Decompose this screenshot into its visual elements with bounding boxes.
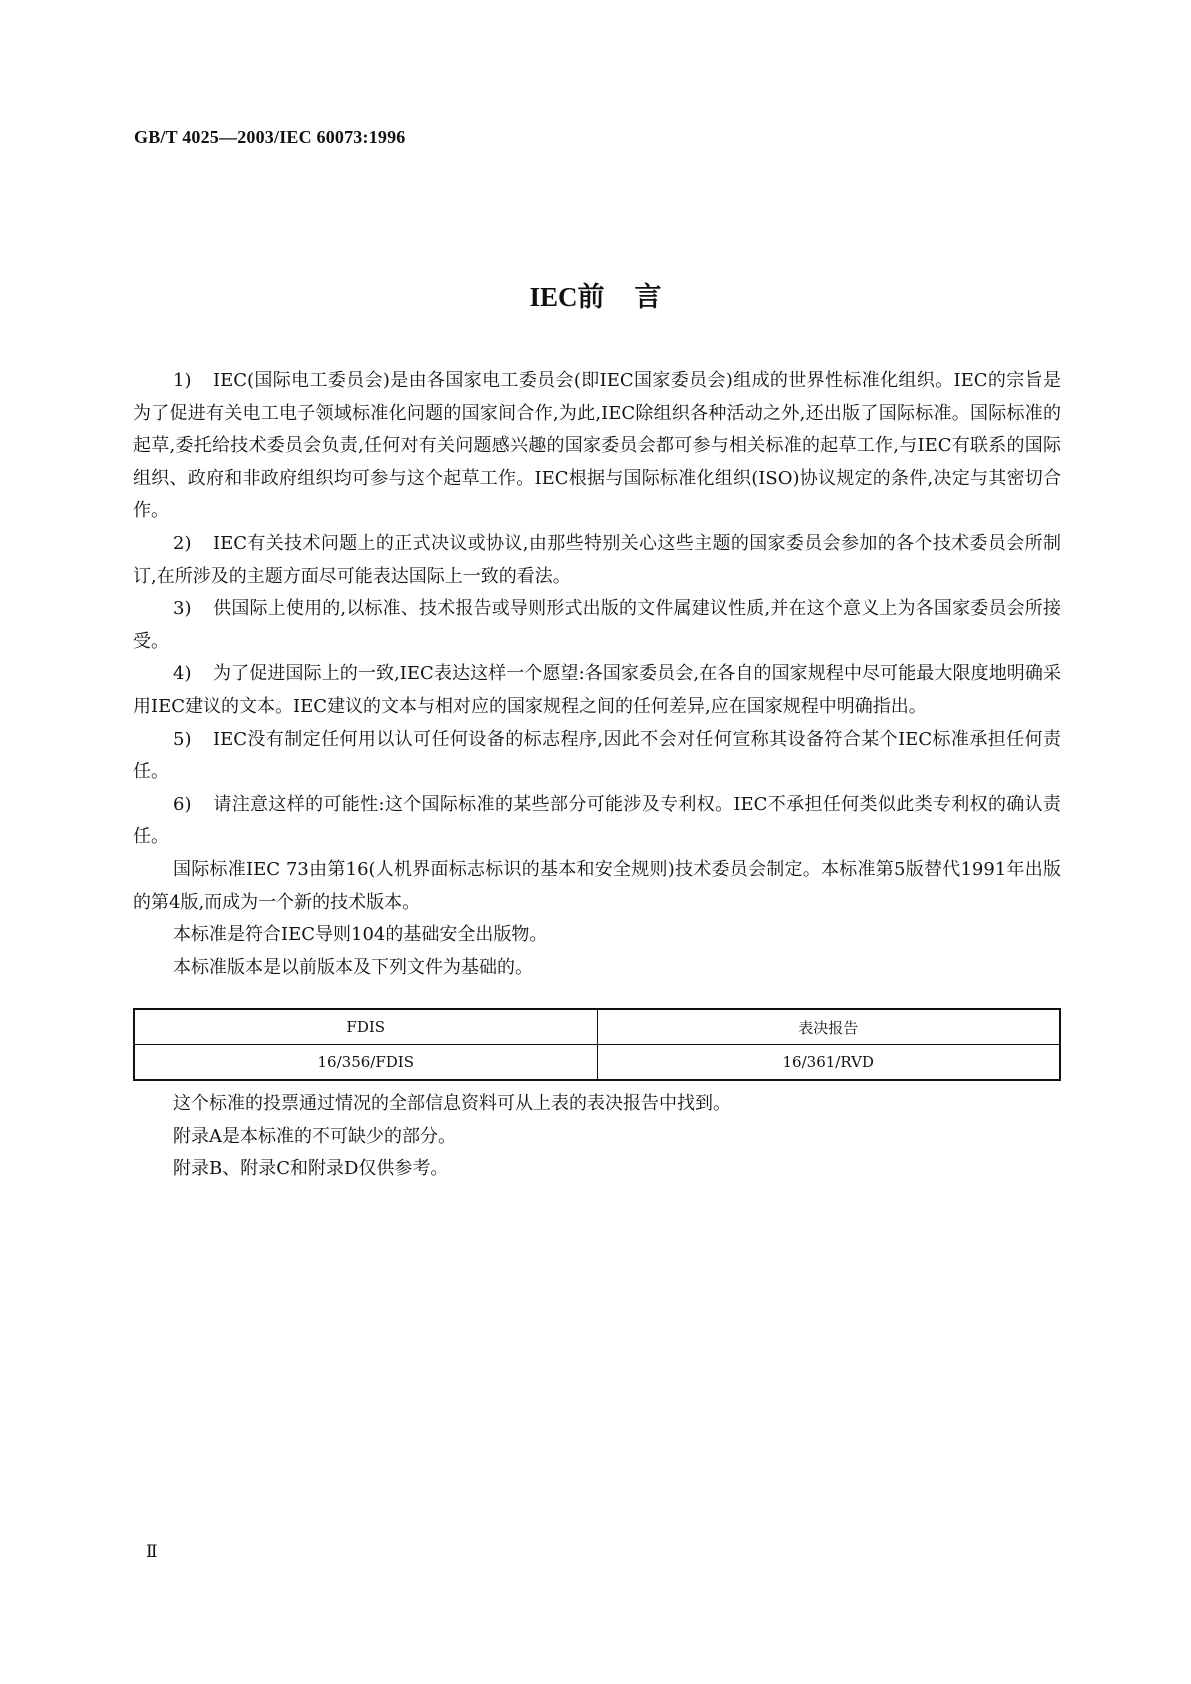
- paragraph-1: [133, 365, 1061, 528]
- paragraph-number: 2): [173, 532, 192, 554]
- foreword-body: [133, 365, 1061, 984]
- note-voting-info: 这个标准的投票通过情况的全部信息资料可从上表的表决报告中找到。: [173, 1093, 731, 1114]
- table-header-voting-report: 表决报告: [597, 1009, 1060, 1045]
- paragraph-number: 4): [173, 663, 192, 685]
- page-number: Ⅱ: [146, 1542, 158, 1561]
- paragraph-number: 6): [173, 793, 192, 815]
- title-word-1: 前: [577, 282, 605, 313]
- title-prefix: IEC: [529, 282, 578, 312]
- page-title: [0, 275, 1191, 314]
- paragraph-text: 为了促进国际上的一致,IEC表达这样一个愿望:各国家委员会,在各自的国家规程中尽可能最大限度地明确采用IEC建议的文本。IEC建议的文本与相对应的国家规程之间的任何差异,应在国家规程中明确指出。: [133, 663, 1061, 717]
- paragraph-number: 5): [173, 728, 192, 750]
- paragraph-text: IEC没有制定任何用以认可任何设备的标志程序,因此不会对任何宣称其设备符合某个IEC标准承担任何责任。: [133, 728, 1061, 783]
- table-header-fdis: FDIS: [134, 1009, 597, 1045]
- paragraph-9: [133, 952, 1061, 985]
- voting-table: [133, 1008, 1061, 1081]
- note-annex-a: 附录A是本标准的不可缺少的部分。: [173, 1125, 456, 1147]
- paragraph-5: [133, 724, 1061, 789]
- paragraph-2: [133, 528, 1061, 593]
- document-code: GB/T 4025—2003/IEC 60073:1996: [134, 127, 406, 147]
- paragraph-number: 1): [173, 370, 192, 391]
- table-cell-rvd: 16/361/RVD: [597, 1045, 1060, 1081]
- paragraph-text: 供国际上使用的,以标准、技术报告或导则形式出版的文件属建议性质,并在这个意义上为各国家委员会所接受。: [133, 598, 1061, 652]
- table-header-row: [134, 1009, 1060, 1045]
- paragraph-3: [133, 593, 1061, 658]
- paragraph-text: IEC(国际电工委员会)是由各国家电工委员会(即IEC国家委员会)组成的世界性标准化组织。IEC的宗旨是为了促进有关电工电子领域标准化问题的国家间合作,为此,IEC除组织各种活动之外,还出版了国际标准。国际标准的起草,委托给技术委员会负责,任何对有关问题感兴趣的国家委员会都可参与相关标准的起草工作,与IEC有联系的国际组织、政府和非政府组织均可参与这个起草工作。IEC根据与国际标准化组织(ISO)协议规定的条件,决定与其密切合作。: [133, 370, 1061, 522]
- table-cell-fdis: 16/356/FDIS: [134, 1045, 597, 1081]
- paragraph-number: 3): [173, 598, 192, 620]
- paragraph-8: [133, 919, 1061, 952]
- paragraph-text: 本标准版本是以前版本及下列文件为基础的。: [173, 956, 533, 978]
- table-row: [134, 1045, 1060, 1081]
- note-annex-bcd: 附录B、附录C和附录D仅供参考。: [173, 1158, 449, 1180]
- paragraph-7: [133, 854, 1061, 919]
- paragraph-text: 请注意这样的可能性:这个国际标准的某些部分可能涉及专利权。IEC不承担任何类似此类专利权的确认责任。: [133, 793, 1061, 848]
- paragraph-text: 本标准是符合IEC导则104的基础安全出版物。: [173, 924, 548, 946]
- title-word-2: 言: [634, 282, 662, 313]
- paragraph-4: [133, 658, 1061, 723]
- paragraph-text: IEC有关技术问题上的正式决议或协议,由那些特别关心这些主题的国家委员会参加的各个技术委员会所制订,在所涉及的主题方面尽可能表达国际上一致的看法。: [133, 532, 1061, 587]
- paragraph-text: 国际标准IEC 73由第16(人机界面标志标识的基本和安全规则)技术委员会制定。本标准第5版替代1991年出版的第4版,而成为一个新的技术版本。: [133, 858, 1061, 913]
- paragraph-6: [133, 789, 1061, 854]
- after-table-text: [133, 1088, 1061, 1186]
